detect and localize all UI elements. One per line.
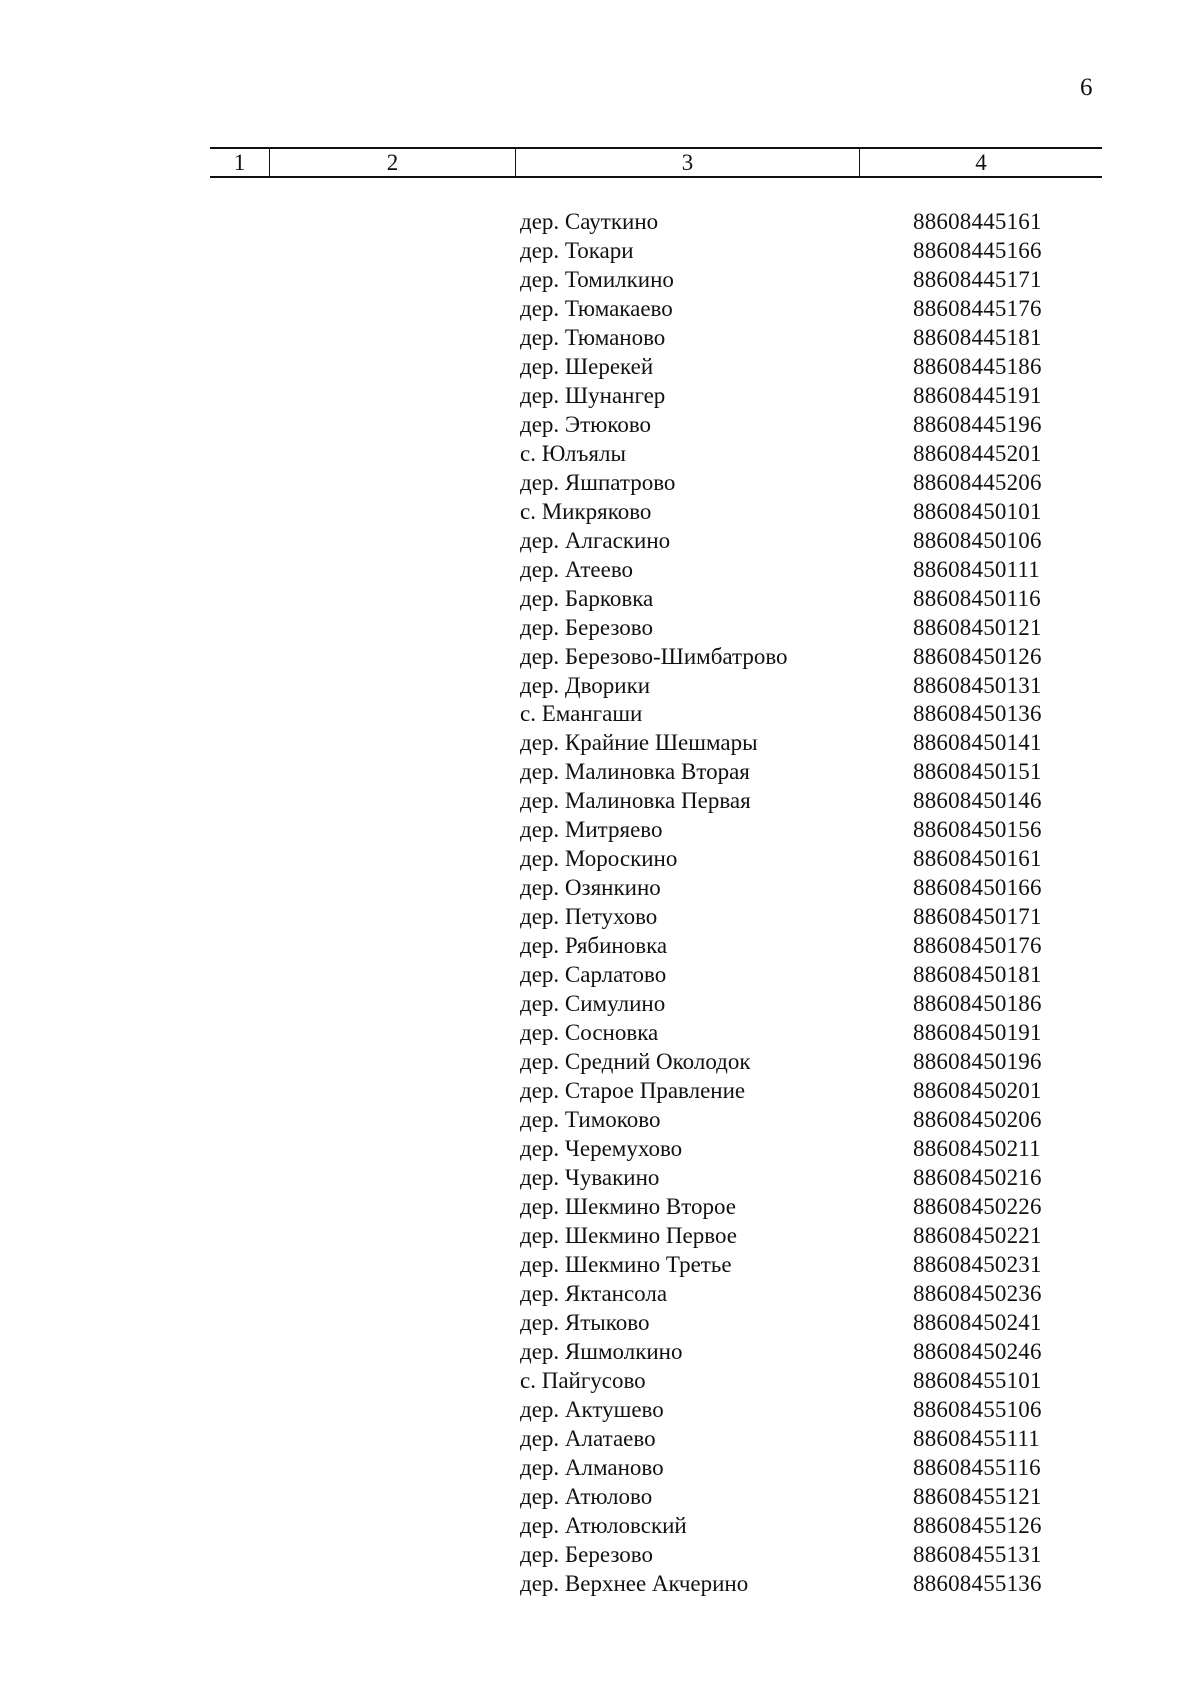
oktmo-code: 88608450151	[913, 759, 1042, 785]
settlement-name: дер. Атеево	[520, 556, 634, 582]
oktmo-code: 88608445171	[913, 266, 1042, 292]
settlement-name: дер. Этюково	[520, 411, 652, 437]
oktmo-code: 88608450186	[913, 991, 1042, 1017]
oktmo-code: 88608455121	[913, 1483, 1042, 1509]
settlement-name: дер. Озянкино	[520, 875, 661, 901]
settlement-name: с. Пайгусово	[520, 1367, 646, 1393]
settlement-name: дер. Шекмино Первое	[520, 1222, 737, 1248]
oktmo-code: 88608455106	[913, 1396, 1042, 1422]
table-row	[0, 874, 1200, 903]
settlement-name: дер. Атюлово	[520, 1483, 653, 1509]
table-row	[0, 1570, 1200, 1599]
settlement-name: дер. Шекмино Второе	[520, 1193, 736, 1219]
settlement-name: с. Микряково	[520, 498, 652, 524]
settlement-name: дер. Тимоково	[520, 1107, 661, 1133]
settlement-list	[0, 208, 1200, 1599]
table-row	[0, 295, 1200, 324]
settlement-name: дер. Чувакино	[520, 1164, 660, 1190]
table-row	[0, 1251, 1200, 1280]
oktmo-code: 88608450166	[913, 875, 1042, 901]
oktmo-code: 88608455111	[913, 1425, 1040, 1451]
oktmo-code: 88608450226	[913, 1193, 1042, 1219]
settlement-name: дер. Шунангер	[520, 382, 666, 408]
table-row	[0, 237, 1200, 266]
table-row	[0, 382, 1200, 411]
settlement-name: дер. Алгаскино	[520, 527, 671, 553]
oktmo-code: 88608445166	[913, 237, 1042, 263]
table-row	[0, 729, 1200, 758]
oktmo-code: 88608450156	[913, 817, 1042, 843]
table-row	[0, 1164, 1200, 1193]
page-number: 6	[1080, 74, 1093, 101]
oktmo-code: 88608450241	[913, 1309, 1042, 1335]
table-row	[0, 845, 1200, 874]
oktmo-code: 88608450111	[913, 556, 1040, 582]
oktmo-code: 88608450146	[913, 788, 1042, 814]
oktmo-code: 88608445181	[913, 324, 1042, 350]
table-row	[0, 469, 1200, 498]
oktmo-code: 88608450196	[913, 1049, 1042, 1075]
settlement-name: дер. Рябиновка	[520, 933, 668, 959]
settlement-name: с. Юлъялы	[520, 440, 626, 466]
table-row	[0, 324, 1200, 353]
table-row	[0, 556, 1200, 585]
oktmo-code: 88608450161	[913, 846, 1042, 872]
oktmo-code: 88608455101	[913, 1367, 1042, 1393]
oktmo-code: 88608455116	[913, 1454, 1041, 1480]
table-row	[0, 1541, 1200, 1570]
table-row	[0, 643, 1200, 672]
settlement-name: дер. Атюловский	[520, 1512, 687, 1538]
settlement-name: дер. Тюмакаево	[520, 295, 673, 321]
table-row	[0, 1222, 1200, 1251]
settlement-name: дер. Актушево	[520, 1396, 664, 1422]
settlement-name: дер. Шерекей	[520, 353, 654, 379]
table-row	[0, 440, 1200, 469]
oktmo-code: 88608450116	[913, 585, 1041, 611]
oktmo-code: 88608450136	[913, 701, 1042, 727]
table-row	[0, 498, 1200, 527]
settlement-name: дер. Яшпатрово	[520, 469, 676, 495]
table-row	[0, 1338, 1200, 1367]
oktmo-code: 88608445186	[913, 353, 1042, 379]
oktmo-code: 88608450201	[913, 1078, 1042, 1104]
table-row	[0, 1077, 1200, 1106]
table-row	[0, 1135, 1200, 1164]
settlement-name: дер. Петухово	[520, 904, 658, 930]
settlement-name: дер. Крайние Шешмары	[520, 730, 758, 756]
settlement-name: дер. Ятыково	[520, 1309, 650, 1335]
table-row	[0, 672, 1200, 701]
settlement-name: дер. Березово	[520, 614, 653, 640]
header-col-4: 4	[859, 149, 1102, 176]
table-row	[0, 527, 1200, 556]
oktmo-code: 88608450176	[913, 933, 1042, 959]
oktmo-code: 88608450126	[913, 643, 1042, 669]
oktmo-code: 88608450246	[913, 1338, 1042, 1364]
table-row	[0, 1280, 1200, 1309]
table-row	[0, 787, 1200, 816]
table-row	[0, 1512, 1200, 1541]
oktmo-code: 88608445161	[913, 209, 1042, 234]
settlement-name: дер. Сарлатово	[520, 962, 667, 988]
table-row	[0, 903, 1200, 932]
oktmo-code: 88608450236	[913, 1280, 1042, 1306]
table-row	[0, 961, 1200, 990]
oktmo-code: 88608450211	[913, 1136, 1041, 1161]
table-header	[210, 147, 1102, 178]
table-row	[0, 266, 1200, 295]
table-row	[0, 1454, 1200, 1483]
table-row	[0, 990, 1200, 1019]
settlement-name: дер. Черемухово	[520, 1136, 683, 1161]
oktmo-code: 88608450171	[913, 904, 1042, 930]
oktmo-code: 88608450101	[913, 498, 1042, 524]
settlement-name: дер. Яшмолкино	[520, 1338, 683, 1364]
oktmo-code: 88608455126	[913, 1512, 1042, 1538]
table-row	[0, 1425, 1200, 1454]
table-row	[0, 1193, 1200, 1222]
table-row	[0, 1048, 1200, 1077]
table-row	[0, 353, 1200, 382]
settlement-name: дер. Березово	[520, 1541, 653, 1567]
settlement-name: дер. Тюманово	[520, 324, 666, 350]
oktmo-code: 88608450181	[913, 962, 1042, 988]
oktmo-code: 88608445191	[913, 382, 1042, 408]
oktmo-code: 88608445196	[913, 411, 1042, 437]
oktmo-code: 88608450131	[913, 672, 1042, 698]
table-row	[0, 411, 1200, 440]
table-row	[0, 208, 1200, 237]
header-col-2: 2	[269, 149, 515, 176]
settlement-name: дер. Березово-Шимбатрово	[520, 643, 788, 669]
oktmo-code: 88608450231	[913, 1251, 1042, 1277]
oktmo-code: 88608450121	[913, 614, 1042, 640]
table-row	[0, 1483, 1200, 1512]
header-col-3: 3	[515, 149, 859, 176]
settlement-name: дер. Алатаево	[520, 1425, 656, 1451]
oktmo-code: 88608450141	[913, 730, 1042, 756]
table-row	[0, 1367, 1200, 1396]
settlement-name: дер. Средний Околодок	[520, 1049, 751, 1075]
settlement-name: дер. Симулино	[520, 991, 666, 1017]
settlement-name: дер. Алманово	[520, 1454, 664, 1480]
table-row	[0, 932, 1200, 961]
table-row	[0, 758, 1200, 787]
oktmo-code: 88608450191	[913, 1020, 1042, 1046]
table-row	[0, 1396, 1200, 1425]
settlement-name: дер. Митряево	[520, 817, 663, 843]
oktmo-code: 88608445201	[913, 440, 1042, 466]
settlement-name: дер. Сауткино	[520, 209, 659, 234]
oktmo-code: 88608455136	[913, 1570, 1042, 1596]
settlement-name: дер. Токари	[520, 237, 634, 263]
settlement-name: дер. Шекмино Третье	[520, 1251, 732, 1277]
table-row	[0, 614, 1200, 643]
settlement-name: дер. Мороскино	[520, 846, 678, 872]
header-col-1: 1	[233, 150, 246, 175]
settlement-name: дер. Малиновка Первая	[520, 788, 751, 814]
table-row	[0, 1309, 1200, 1338]
oktmo-code: 88608445176	[913, 295, 1042, 321]
settlement-name: дер. Томилкино	[520, 266, 674, 292]
settlement-name: дер. Дворики	[520, 672, 651, 698]
oktmo-code: 88608450216	[913, 1164, 1042, 1190]
table-row	[0, 585, 1200, 614]
oktmo-code: 88608450221	[913, 1222, 1042, 1248]
oktmo-code: 88608445206	[913, 469, 1042, 495]
settlement-name: дер. Верхнее Акчерино	[520, 1570, 749, 1596]
table-row	[0, 1019, 1200, 1048]
oktmo-code: 88608455131	[913, 1541, 1042, 1567]
settlement-name: дер. Сосновка	[520, 1020, 659, 1046]
settlement-name: с. Емангаши	[520, 701, 643, 727]
oktmo-code: 88608450106	[913, 527, 1042, 553]
settlement-name: дер. Барковка	[520, 585, 654, 611]
settlement-name: дер. Старое Правление	[520, 1078, 746, 1104]
table-row	[0, 700, 1200, 729]
table-row	[0, 816, 1200, 845]
settlement-name: дер. Малиновка Вторая	[520, 759, 750, 785]
settlement-name: дер. Яктансола	[520, 1280, 668, 1306]
oktmo-code: 88608450206	[913, 1107, 1042, 1133]
table-row	[0, 1106, 1200, 1135]
